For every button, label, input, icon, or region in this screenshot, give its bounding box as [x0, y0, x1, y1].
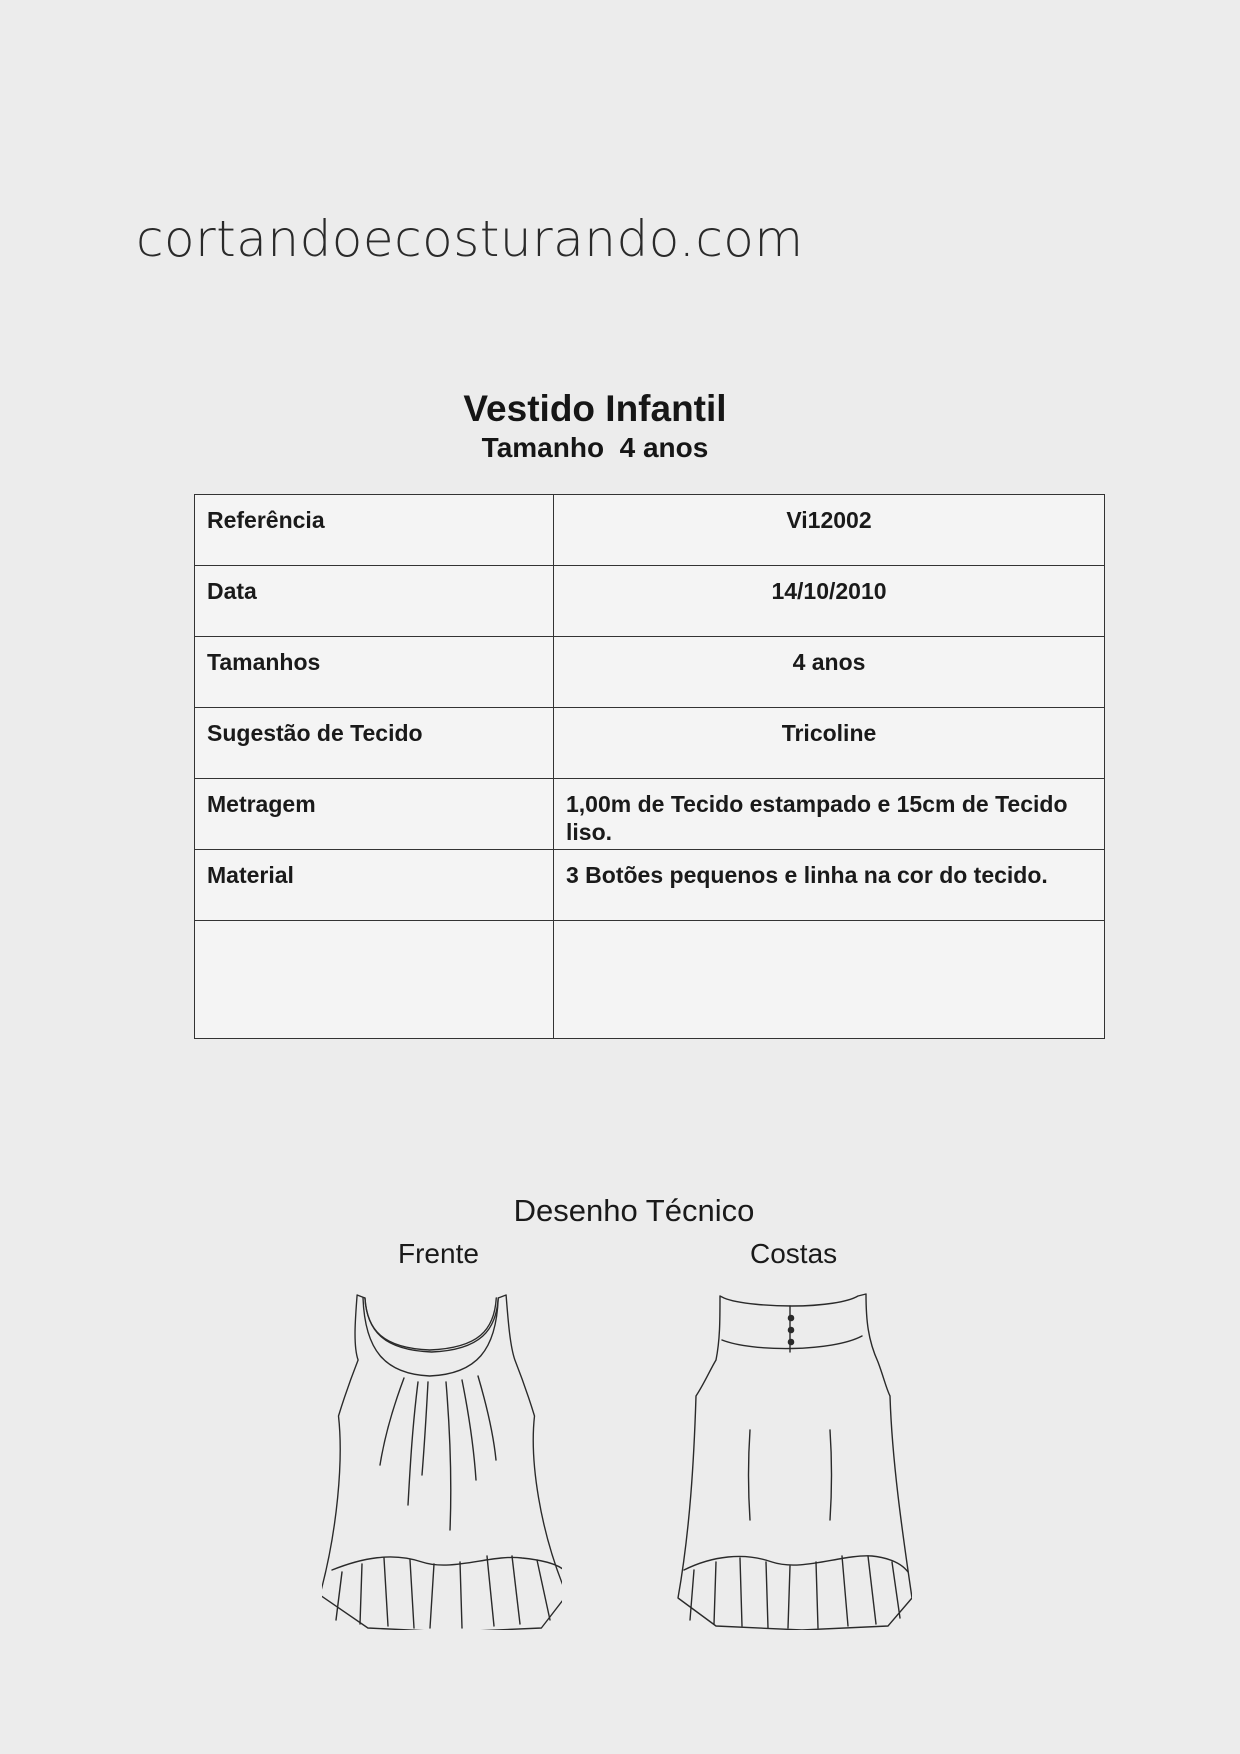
back-view-label: Costas: [750, 1238, 838, 1269]
table-row: [195, 779, 1105, 850]
row-value: Tricoline: [554, 708, 1105, 779]
row-value: 14/10/2010: [554, 566, 1105, 637]
row-value: Vi12002: [554, 495, 1105, 566]
dress-front-sketch: [322, 1290, 562, 1630]
row-label: Metragem: [195, 779, 554, 850]
table-row: [195, 708, 1105, 779]
row-label: Material: [195, 850, 554, 921]
dress-back-sketch: [672, 1290, 912, 1630]
row-label: Data: [195, 566, 554, 637]
document-title: Vestido Infantil: [463, 388, 727, 429]
table-row-empty: [195, 921, 1105, 1039]
table-row: [195, 495, 1105, 566]
row-label: Referência: [195, 495, 554, 566]
site-watermark: cortandoecosturando.com: [136, 210, 804, 268]
row-label: Tamanhos: [195, 637, 554, 708]
technical-drawing-title: Desenho Técnico: [513, 1193, 755, 1228]
row-value: 4 anos: [554, 637, 1105, 708]
table-row: [195, 637, 1105, 708]
table-row: [195, 566, 1105, 637]
row-label: Sugestão de Tecido: [195, 708, 554, 779]
front-view-label: Frente: [398, 1238, 479, 1269]
row-value: 3 Botões pequenos e linha na cor do tecido.: [554, 850, 1105, 921]
row-label: [195, 921, 554, 1039]
row-value: 1,00m de Tecido estampado e 15cm de Tecido liso.: [554, 779, 1105, 850]
spec-table: [194, 494, 1105, 1039]
document-subtitle: Tamanho 4 anos: [481, 432, 709, 463]
row-value: [554, 921, 1105, 1039]
table-row: [195, 850, 1105, 921]
